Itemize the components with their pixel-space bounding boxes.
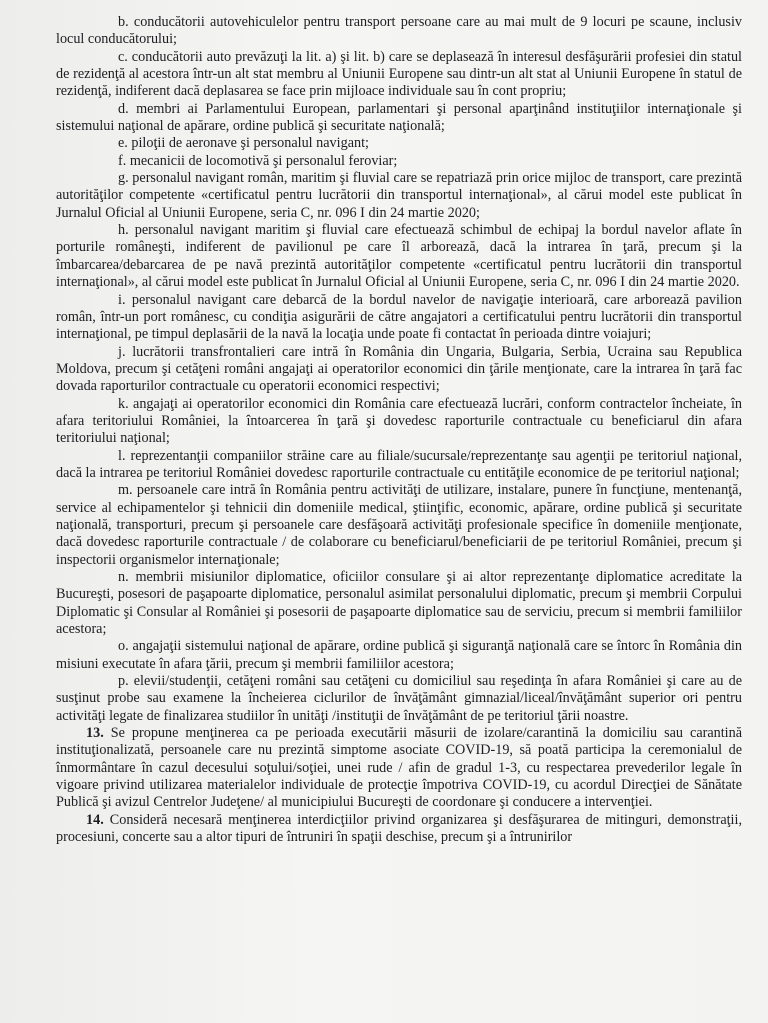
item-c: c. conducătorii auto prevăzuţi la lit. a) şi lit. b) care se deplasează în interesul desfăşurării profesiei din statul de rezidenţă al acestora într-un alt stat membru al Uniunii Europene sau dintr-un alt stat al Uniunii Europene în statul de rezidenţă, indiferent dacă deplasarea se face prin mijloace individuale sau în cont propriu; [56, 48, 742, 100]
point-13-text: Se propune menţinerea ca pe perioada executării măsurii de izolare/carantină la domiciliu sau carantină instituţionalizată, persoanele care nu prezintă simptome asociate COVID-19, să poată participa la ceremonialul de înmormântare în cazul decesului soţului/soţiei, unei rude / afin de gradul 1-3, cu respectarea prevederilor legale în vigoare privind utilizarea materialelor individuale de protecţie împotriva COVID-19, cu acordul Direcţiei de Sănătate Publică şi avizul Centrelor Judeţene/ al municipiului Bucureşti de coordonare şi conducere a intervenţiei. [56, 725, 743, 811]
item-b: b. conducătorii autovehiculelor pentru transport persoane care au mai mult de 9 locuri pe scaune, inclusiv locul conducătorului; [56, 14, 742, 48]
item-m: m. persoanele care intră în România pentru activităţi de utilizare, instalare, punere în funcţiune, mentenanţă, service al echipamentelor şi tehnicii din domeniile medical, ştiinţific, economic, apărare, ordine publică şi securitate naţională, transporturi, precum şi persoanele care desfăşoară activităţi profesionale specifice în domeniile menţionate, dacă dovedesc raporturile contractuale / de colaborare cu beneficiarul/beneficiarii de pe teritoriul României, precum şi inspectorii organismelor internaţionale; [56, 482, 742, 568]
item-h: h. personalul navigant maritim şi fluvial care efectuează schimbul de echipaj la bordul navelor aflate în porturile româneşti, indiferent de pavilionul pe care îl arborează, dacă la intrarea în ţară, precum şi la îmbarcarea/debarcarea de pe navă prezintă autorităţilor competente «certificatul pentru lucrătorii din transportul internaţional», al cărui model este publicat în Jurnalul Oficial al Uniunii Europene, seria C, nr. 096 I din 24 martie 2020. [56, 222, 742, 291]
item-e: e. piloţii de aeronave şi personalul navigant; [118, 135, 369, 152]
item-i: i. personalul navigant care debarcă de la bordul navelor de navigaţie interioară, care arborează pavilion român, într-un port românesc, cu condiţia asigurării de către angajatori a certificatului pentru lucrătorii din transportul internaţional, pe timpul deplasării de la navă la locaţia unde poate fi contactat în perioada dintre voiajuri; [56, 291, 742, 343]
item-l: l. reprezentanţii companiilor străine care au filiale/sucursale/reprezentanţe sau agenţii pe teritoriul naţional, dacă la intrarea pe teritoriul României dovedesc raporturile contractuale cu entităţile economice de pe teritoriul naţional; [56, 447, 742, 481]
point-14-number: 14. [86, 811, 104, 828]
point-14-text: Consideră necesară menţinerea interdicţiilor privind organizarea şi desfăşurarea de mitinguri, demonstraţii, procesiuni, concerte sau a altor tipuri de întruniri în spaţii deschise, precum şi a întrunirilor [56, 811, 742, 846]
item-g: g. personalul navigant român, maritim şi fluvial care se repatriază prin orice mijloc de transport, care prezintă autorităţilor competente «certificatul pentru lucrătorii din transportul internaţional», al cărui model este publicat în Jurnalul Oficial al Uniunii Europene, seria C, nr. 096 I din 24 martie 2020; [56, 170, 742, 221]
point-13 [56, 725, 742, 812]
item-k: k. angajaţi ai operatorilor economici din România care efectuează lucrări, conform contractelor încheiate, în afara teritoriului României, la întoarcerea în ţară şi dovedesc raporturile contractuale cu beneficiarul din afara teritoriului naţional; [56, 395, 742, 447]
item-d: d. membri ai Parlamentului European, parlamentari şi personal aparţinând instituţiilor internaţionale şi sistemului naţional de apărare, ordine publică şi securitate naţională; [56, 100, 742, 135]
point-13-number: 13. [86, 725, 104, 742]
point-14 [56, 812, 742, 847]
item-f: f. mecanicii de locomotivă şi personalul feroviar; [118, 152, 398, 169]
item-n: n. membrii misiunilor diplomatice, oficiilor consulare şi ai altor reprezentanţe diplomatice acreditate la Bucureşti, posesori de paşapoarte diplomatice, personalul asimilat personalului diplomatic, precum şi membrii Corpului Diplomatic şi Consular al României şi posesorii de paşapoarte diplomatice sau de serviciu, precum si membrii familiilor acestora; [56, 569, 742, 638]
item-p: p. elevii/studenţii, cetăţeni români sau cetăţeni cu domiciliul sau reşedinţa în afara României şi care au de susţinut probe sau examene la încheierea ciclurilor de învăţământ gimnazial/liceal/învăţământ superior ori pentru activităţi legate de finalizarea studiilor în unităţi /instituţii de învăţământ de pe teritoriul ţării noastre. [56, 673, 742, 724]
item-j: j. lucrătorii transfrontalieri care intră în România din Ungaria, Bulgaria, Serbia, Ucraina sau Republica Moldova, precum şi cetăţeni români angajaţi ai operatorilor economici din ţările menţionate, care la intrarea în ţară fac dovada raporturilor contractuale cu operatorii economici respectivi; [56, 343, 742, 395]
item-o: o. angajaţii sistemului naţional de apărare, ordine publică şi siguranţă naţională care se întorc în România din misiuni executate în afara ţării, precum şi membrii familiilor acestora; [56, 638, 742, 672]
